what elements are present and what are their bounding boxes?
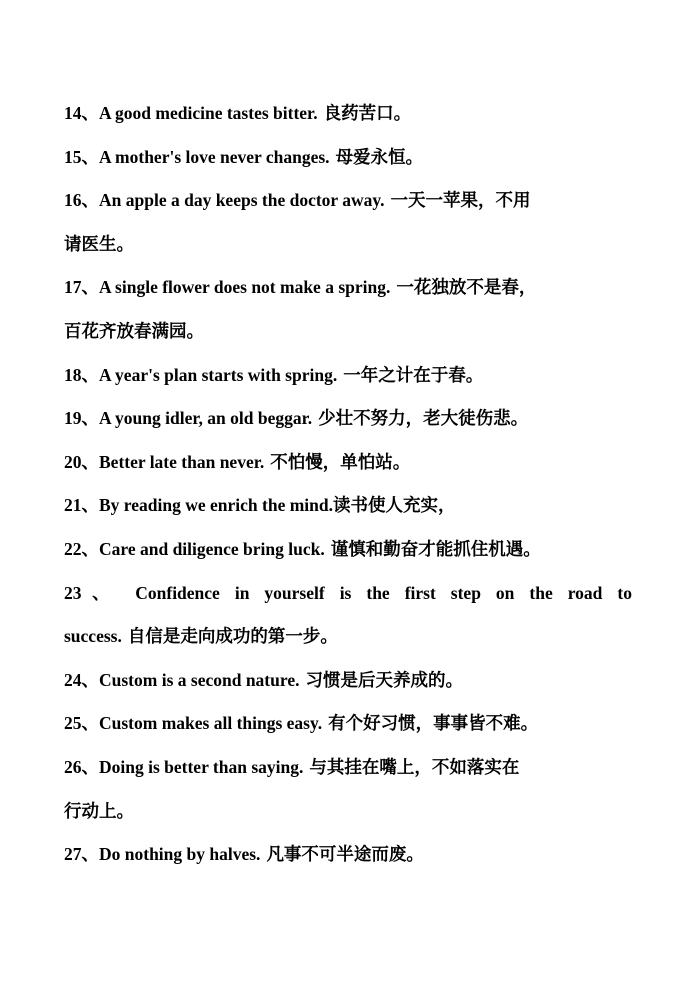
proverb-number: 19、 — [64, 408, 99, 429]
proverb-chinese: 凡事不可半途而废。 — [266, 845, 424, 866]
proverb-line-23 — [64, 572, 638, 616]
proverb-chinese: 谨慎和勤奋才能抓住机遇。 — [330, 539, 541, 560]
proverb-english: Custom makes all things easy. — [99, 713, 323, 734]
proverb-number: 21、 — [64, 495, 99, 516]
proverb-number: 24、 — [64, 669, 99, 690]
proverb-number: 22、 — [64, 538, 99, 559]
proverb-english: A good medicine tastes bitter. — [99, 103, 318, 123]
proverb-chinese: 少壮不努力，老大徒伤悲。 — [318, 409, 529, 430]
proverb-line-20 — [64, 441, 638, 485]
proverb-list — [64, 92, 638, 877]
proverb-chinese: 习惯是后天养成的。 — [305, 670, 463, 691]
proverb-line-16-cont — [64, 223, 638, 267]
proverb-chinese: 行动上。 — [64, 801, 134, 822]
proverb-number: 15、 — [64, 146, 99, 167]
proverb-chinese: 与其挂在嘴上，不如落实在 — [309, 757, 520, 778]
proverb-chinese: 一年之计在于春。 — [343, 365, 484, 386]
proverb-chinese: 读书使人充实， — [333, 496, 456, 517]
proverb-english: Custom is a second nature. — [99, 669, 300, 690]
proverb-line-19 — [64, 397, 638, 441]
proverb-english: Care and diligence bring luck. — [99, 538, 325, 559]
proverb-line-21 — [64, 484, 638, 528]
proverb-chinese: 自信是走向成功的第一步。 — [127, 627, 338, 648]
proverb-english: A mother's love never changes. — [99, 146, 330, 167]
proverb-chinese: 不怕慢，单怕站。 — [270, 452, 411, 473]
proverb-line-26 — [64, 746, 638, 790]
proverb-line-23-cont — [64, 615, 638, 659]
proverb-english: By reading we enrich the mind. — [99, 495, 333, 516]
proverb-chinese: 有个好习惯，事事皆不难。 — [328, 714, 539, 735]
proverb-line-15 — [64, 136, 638, 180]
proverb-english: Confidence in yourself is the first step on the road to — [135, 582, 632, 603]
proverb-number: 14、 — [64, 103, 99, 123]
proverb-number: 18、 — [64, 364, 99, 385]
proverb-line-26-cont — [64, 790, 638, 834]
proverb-line-16 — [64, 179, 638, 223]
proverb-chinese: 一花独放不是春， — [396, 278, 537, 299]
proverb-line-25 — [64, 702, 638, 746]
proverb-line-17 — [64, 266, 638, 310]
proverb-english: Better late than never. — [99, 451, 265, 472]
proverb-number: 26、 — [64, 756, 99, 777]
proverb-line-24 — [64, 659, 638, 703]
proverb-english: A single flower does not make a spring. — [99, 277, 391, 298]
proverb-line-18 — [64, 354, 638, 398]
proverb-number: 16、 — [64, 190, 99, 211]
proverb-english: Doing is better than saying. — [99, 756, 304, 777]
proverb-number: 25、 — [64, 713, 99, 734]
proverb-chinese: 百花齐放春满园。 — [64, 321, 204, 342]
proverb-english: A year's plan starts with spring. — [99, 364, 338, 385]
proverb-number: 27、 — [64, 844, 99, 865]
proverb-chinese: 请医生。 — [64, 234, 134, 255]
proverb-english: An apple a day keeps the doctor away. — [99, 190, 385, 211]
proverb-number: 23、 — [64, 582, 121, 603]
proverb-number: 20、 — [64, 451, 99, 472]
proverb-line-27 — [64, 833, 638, 877]
proverb-chinese: 良药苦口。 — [323, 104, 412, 124]
proverb-line-22 — [64, 528, 638, 572]
proverb-line-17-cont — [64, 310, 638, 354]
proverb-line-14 — [64, 92, 638, 136]
proverb-english: success. — [64, 626, 122, 647]
proverb-number: 17、 — [64, 277, 99, 298]
proverb-chinese: 母爱永恒。 — [335, 147, 424, 168]
proverb-english: A young idler, an old beggar. — [99, 408, 313, 429]
proverb-chinese: 一天一苹果，不用 — [390, 191, 531, 212]
proverb-english: Do nothing by halves. — [99, 844, 261, 865]
